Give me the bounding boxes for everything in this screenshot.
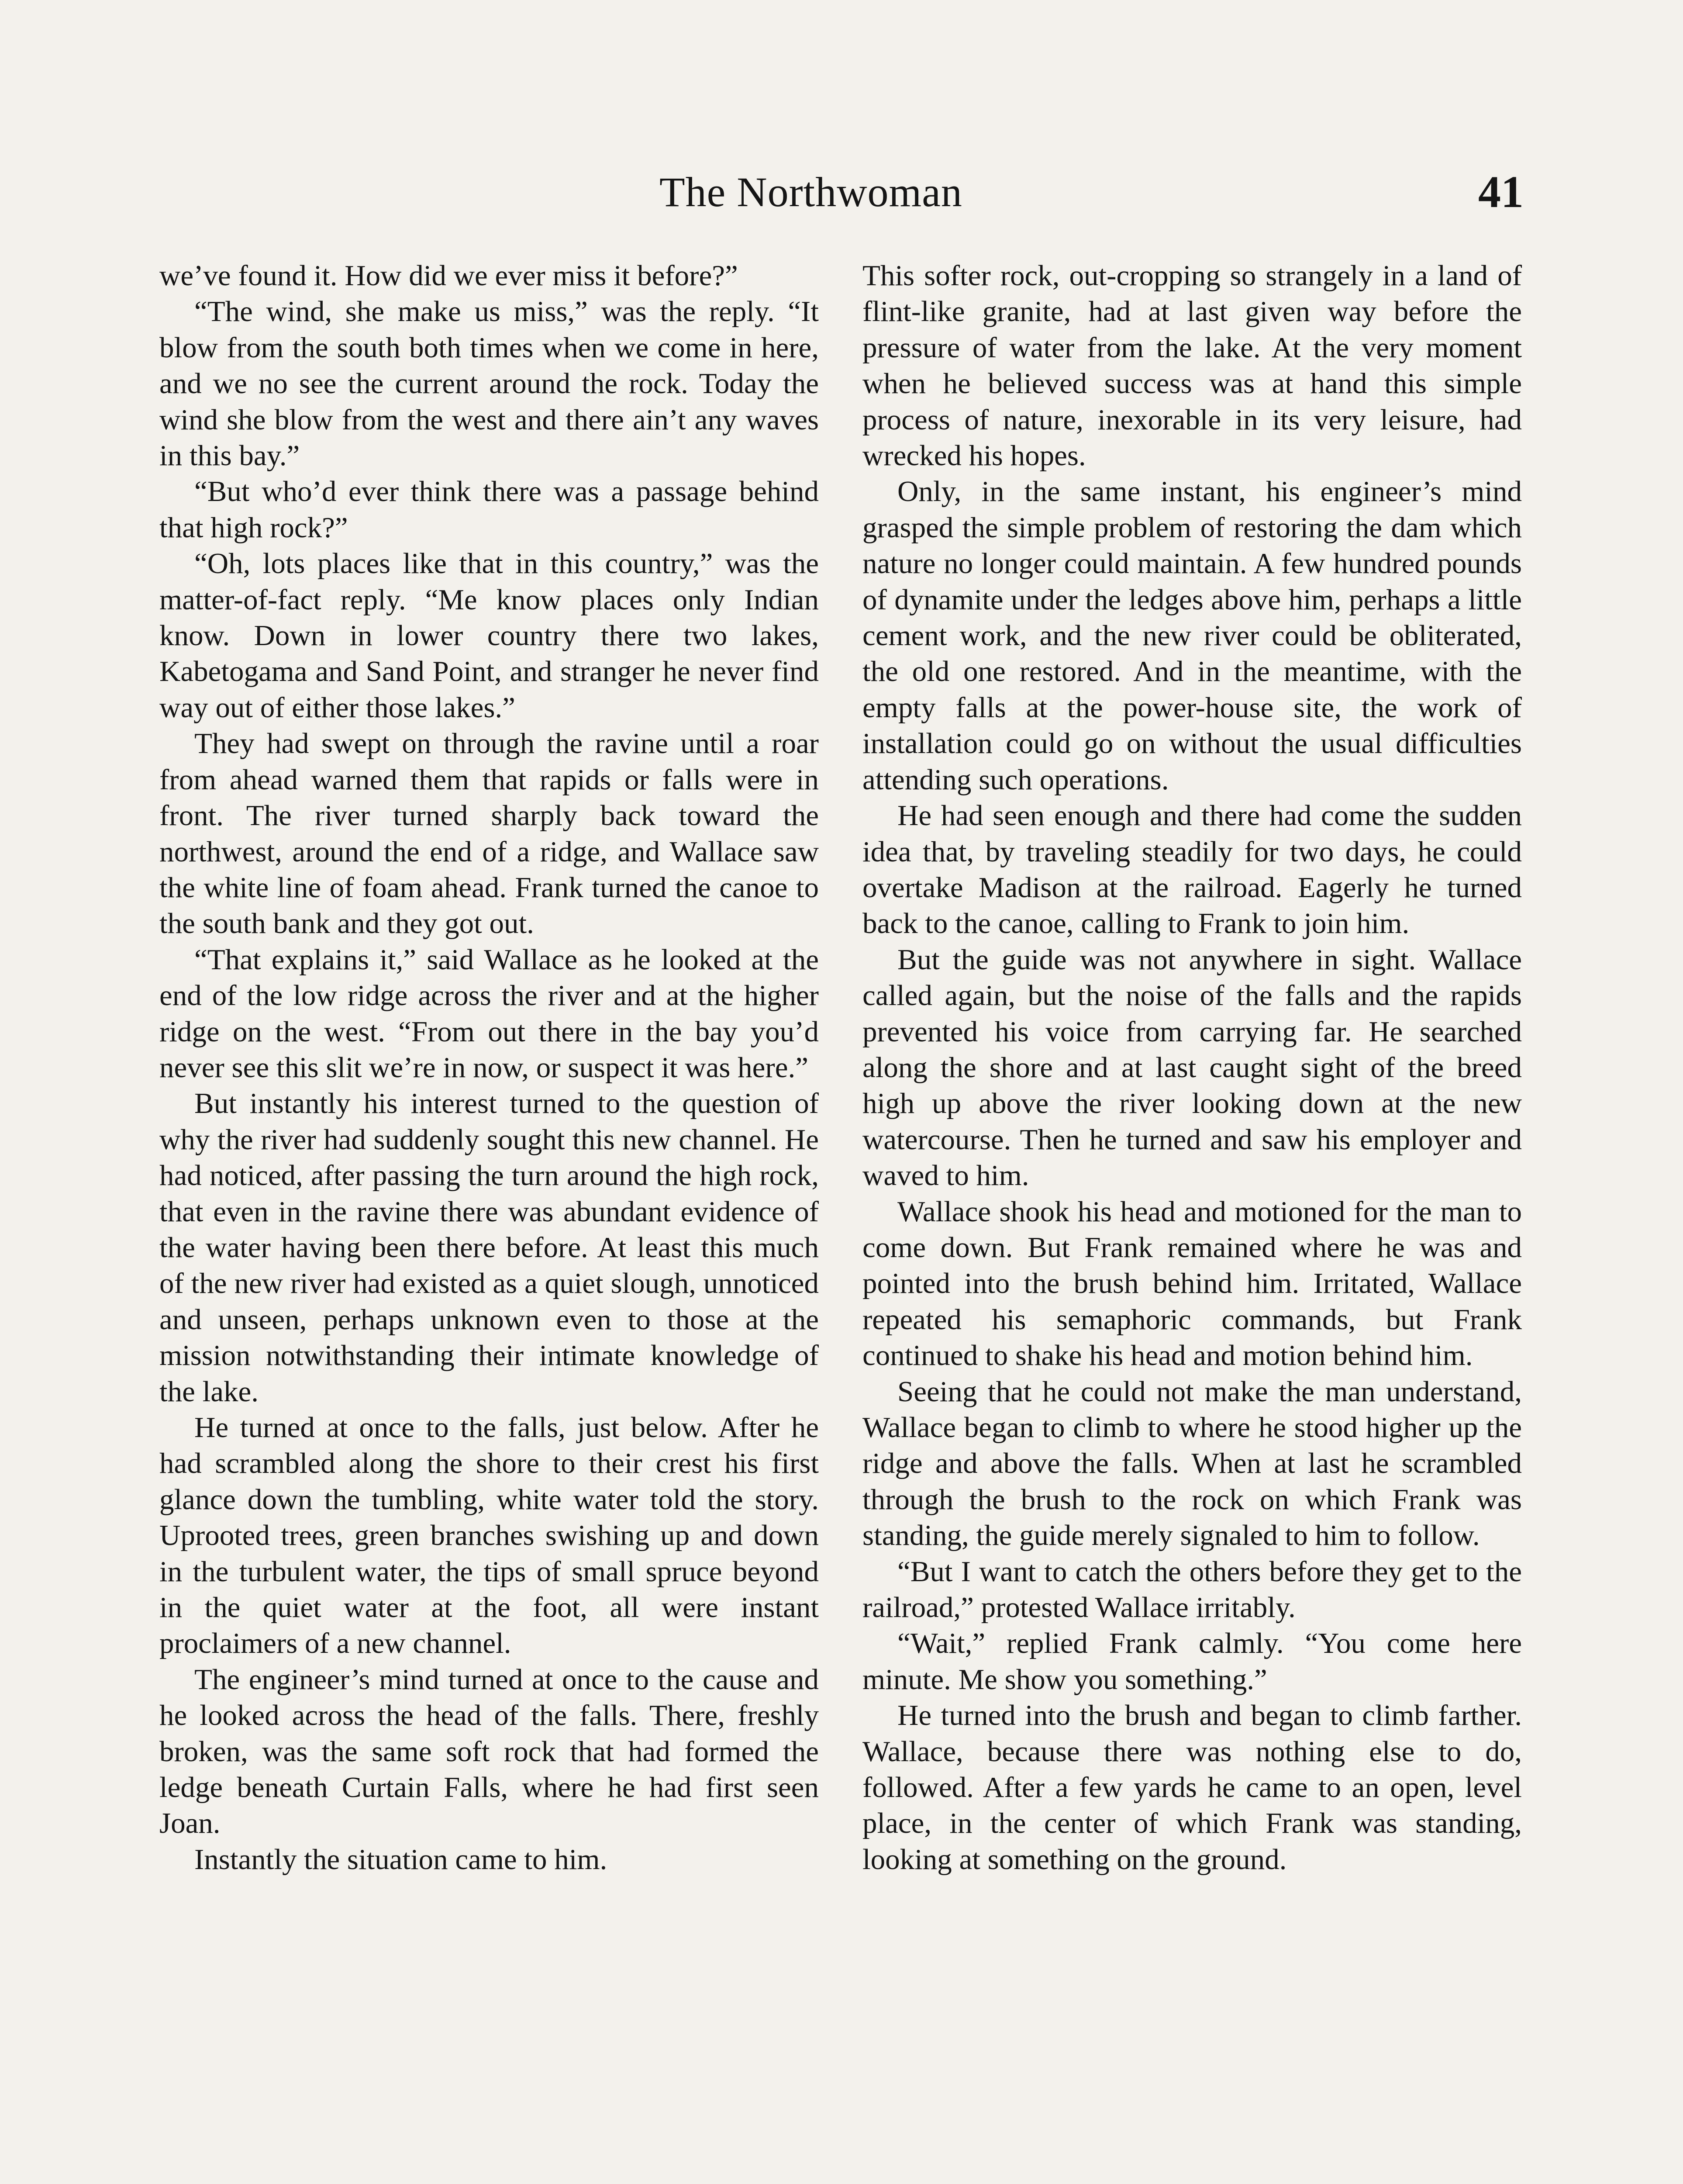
- paragraph: Seeing that he could not make the man understand, Wallace began to climb to where he stood higher up the ridge and above the falls. When at last he scrambled through the brush to the rock on which Frank was standing, the guide merely signaled to him to follow.: [862, 1375, 1522, 1552]
- paragraph: But the guide was not anywhere in sight. Wallace called again, but the noise of the falls and the rapids prevented his voice from carrying far. He searched along the shore and at last caught sight of the breed high up above the river looking down at the new watercourse. Then he turned and saw his employer and waved to him.: [862, 943, 1522, 1192]
- paragraph: But instantly his interest turned to the question of why the river had suddenly sought this new channel. He had noticed, after passing the turn around the high rock, that even in the ravine there was abundant evidence of the water having been there before. At least this much of the new river had existed as a quiet slough, unnoticed and unseen, perhaps unknown even to those at the mission notwithstanding their intimate knowledge of the lake.: [159, 1087, 819, 1408]
- paragraph: He turned into the brush and began to climb farther. Wallace, because there was nothing else to do, followed. After a few yards he came to an open, level place, in the center of which Frank was standing, looking at something on the ground.: [862, 1699, 1522, 1876]
- paragraph: The engineer’s mind turned at once to the cause and he looked across the head of the falls. There, freshly broken, was the same soft rock that had formed the ledge beneath Curtain Falls, where he had first seen Joan.: [159, 1663, 819, 1840]
- paragraph: They had swept on through the ravine until a roar from ahead warned them that rapids or falls were in front. The river turned sharply back toward the northwest, around the end of a ridge, and Wallace saw the white line of foam ahead. Frank turned the canoe to the south bank and they got out.: [159, 727, 819, 940]
- running-title: The Northwoman: [659, 169, 962, 215]
- paragraph: we’ve found it. How did we ever miss it before?”: [159, 259, 738, 292]
- paragraph: “That explains it,” said Wallace as he looked at the end of the low ridge across the river and at the higher ridge on the west. “From out there in the bay you’d never see this slit we’re in now, or suspect it was here.”: [159, 943, 819, 1084]
- paragraph: Wallace shook his head and motioned for the man to come down. But Frank remained where he was and pointed into the brush behind him. Irritated, Wallace repeated his semaphoric commands, but Frank continued to shake his head and motion behind him.: [862, 1195, 1522, 1372]
- paragraph: “But I want to catch the others before they get to the railroad,” protested Wallace irritably.: [862, 1555, 1522, 1624]
- paragraph: “The wind, she make us miss,” was the reply. “It blow from the south both times when we come in here, and we no see the current around the rock. Today the wind she blow from the west and there ain’t any waves in this bay.”: [159, 295, 819, 472]
- page-header: [0, 166, 1683, 227]
- paragraph: This softer rock, out-cropping so strangely in a land of flint-like granite, had at last given way before the pressure of water from the lake. At the very moment when he believed success was at hand this simple process of nature, inexorable in its very leisure, had wrecked his hopes.: [862, 259, 1522, 472]
- page-number: 41: [1478, 167, 1524, 217]
- paragraph: “Wait,” replied Frank calmly. “You come here minute. Me show you something.”: [862, 1627, 1522, 1696]
- paragraph: Only, in the same instant, his engineer’s mind grasped the simple problem of restoring the dam which nature no longer could maintain. A few hundred pounds of dynamite under the ledges above him, perhaps a little cement work, and the new river could be obliterated, the old one restored. And in the meantime, with the empty falls at the power-house site, the work of installation could go on without the usual difficulties attending such operations.: [862, 475, 1522, 796]
- paragraph: “Oh, lots places like that in this country,” was the matter-of-fact reply. “Me know places only Indian know. Down in lower country there two lakes, Kabetogama and Sand Point, and stranger he never find way out of either those lakes.”: [159, 547, 819, 724]
- paragraph: He turned at once to the falls, just below. After he had scrambled along the shore to their crest his first glance down the tumbling, white water told the story. Uprooted trees, green branches swishing up and down in the turbulent water, the tips of small spruce beyond in the quiet water at the foot, all were instant proclaimers of a new channel.: [159, 1411, 819, 1660]
- paragraph: He had seen enough and there had come the sudden idea that, by traveling steadily for two days, he could overtake Madison at the railroad. Eagerly he turned back to the canoe, calling to Frank to join him.: [862, 799, 1522, 940]
- left-column: [159, 258, 819, 1877]
- paragraph: “But who’d ever think there was a passage behind that high rock?”: [159, 475, 819, 544]
- right-column: [862, 258, 1522, 1877]
- paragraph: Instantly the situation came to him.: [194, 1843, 607, 1876]
